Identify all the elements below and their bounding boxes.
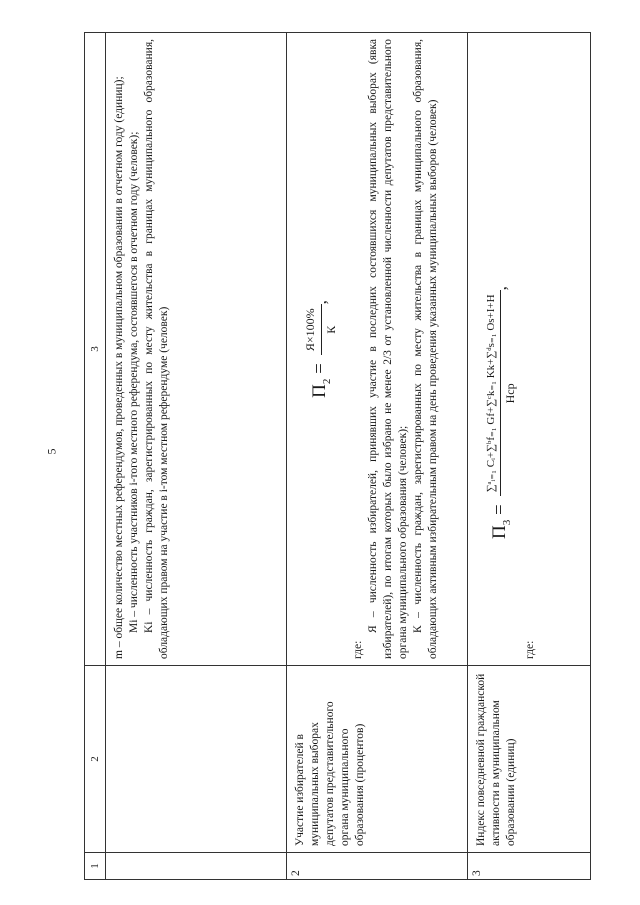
- row1-text-ki: Ki – численность граждан, зарегистрированных по месту жительства в границах муниципального образования, обладающих правом на участие в i-том местном референдуме (человек): [142, 39, 170, 659]
- table-row: [106, 33, 287, 880]
- row2-formula: $П_2$ = Я×100% К ,: [303, 300, 338, 398]
- row2-formula-denominator: К: [323, 325, 338, 334]
- row3-gde: где:: [523, 640, 536, 659]
- row2-formula-lhs: П: [309, 384, 331, 398]
- row3-formula-denominator: Нср: [503, 383, 518, 404]
- table-row: [468, 33, 591, 880]
- row3-formula-numerator: ∑ᵃᵢ₌₁ Cᵢ+∑ᵇf₌₁ Gf+∑ᶜk₌₁ Kk+∑ᵈs₌₁ Os+I+H: [484, 290, 501, 496]
- table-header-row: [85, 33, 106, 880]
- row1-text-mi: Mi – численность участников i-того местного референдума, состоявшегося в отчетном году (человек);: [127, 131, 140, 633]
- indicator-table-sheet: [84, 32, 560, 880]
- row3-formula-lhs: П: [489, 525, 511, 539]
- row1-description: [106, 33, 287, 666]
- row2-text-ya: Я – численность избирателей, принявших участие в последних состоявшихся муниципальных выборах (явка избирателей), по итогам которых было избрано не менее 2/3 от установленной численности депутатов представительного органа муниципального образования (человек);: [367, 39, 409, 659]
- row3-number: 3: [468, 853, 591, 880]
- row1-number: [106, 853, 287, 880]
- row3-name: Индекс повседневной гражданской активности в муниципальном образовании (единиц): [468, 666, 591, 853]
- row2-text-k: К – численность граждан, зарегистрированных по месту жительства в границах муниципального образования, обладающих активным избирательным правом на день проведения указанных муниципальных выборов (человек): [411, 39, 439, 659]
- row3-formula: $П_3$ = ∑ᵃᵢ₌₁ Cᵢ+∑ᵇf₌₁ Gf+∑ᶜk₌₁ Kk+∑ᵈs₌₁ Os+I+H Нср ,: [485, 286, 518, 539]
- row1-text-m: m – общее количество местных референдумов, проведенных в муниципальном образовании в отчетном году (единиц);: [113, 76, 125, 659]
- header-col-2: 2: [85, 666, 106, 853]
- indicator-table: [84, 32, 591, 880]
- row2-formula-numerator: Я×100%: [303, 304, 322, 355]
- row3-formula-sub: 3: [501, 519, 514, 526]
- row2-name: Участие избирателей в муниципальных выборах депутатов представительного органа муниципального образования (процентов): [287, 666, 468, 853]
- row1-name: [106, 666, 287, 853]
- table-row: [287, 33, 468, 880]
- row2-description: [287, 33, 468, 666]
- page-number: 5: [44, 448, 59, 454]
- row2-formula-sub: 2: [320, 378, 333, 385]
- row3-description: [468, 33, 591, 666]
- header-col-1: 1: [85, 853, 106, 880]
- header-col-3: 3: [85, 33, 106, 666]
- row2-gde: где:: [352, 640, 365, 659]
- row2-number: 2: [287, 853, 468, 880]
